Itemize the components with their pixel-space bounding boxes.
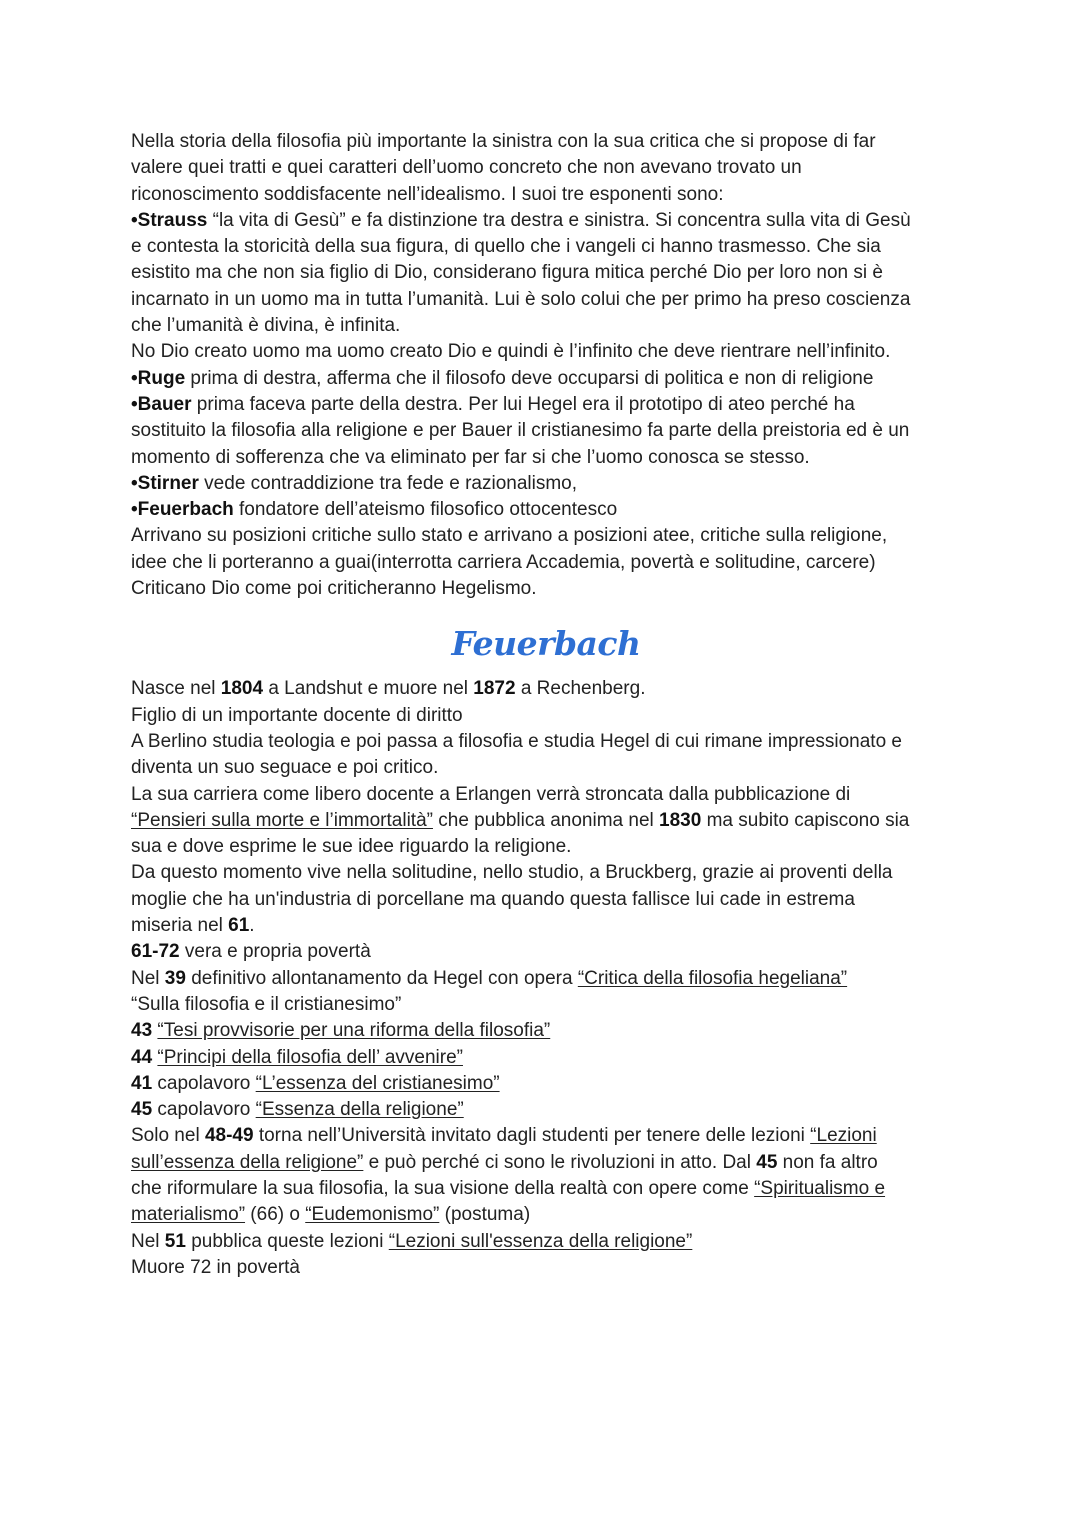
text-run: miseria nel xyxy=(131,915,229,937)
text-line xyxy=(131,1176,961,1202)
text-line xyxy=(131,287,961,313)
bold-term: 1804 xyxy=(220,678,264,700)
text-run: Da questo momento vive nella solitudine, nello studio, a Bruckberg, grazie ai proventi della xyxy=(131,862,893,884)
text-run: che pubblica anonima nel xyxy=(432,809,660,831)
text-run: Nel xyxy=(131,967,165,989)
document-page xyxy=(131,129,961,1281)
bold-term: 61 xyxy=(228,915,250,937)
text-line xyxy=(131,1202,961,1228)
text-run: sua e dove esprime le sue idee riguardo la religione. xyxy=(131,836,572,858)
bold-term: •Strauss xyxy=(131,209,208,231)
bold-term: 43 xyxy=(131,1020,153,1042)
text-run: momento di sofferenza che va eliminato per far si che l’uomo conosca se stesso. xyxy=(131,446,810,468)
text-run: non fa altro xyxy=(777,1151,878,1173)
work-title: “Tesi provvisorie per una riforma della filosofia” xyxy=(157,1020,551,1042)
text-run: capolavoro xyxy=(152,1072,256,1094)
work-title: “Principi della filosofia dell’ avvenire” xyxy=(157,1046,463,1068)
work-title: “Pensieri sulla morte e l’immortalità” xyxy=(131,809,433,831)
text-line xyxy=(131,497,961,523)
text-line xyxy=(131,155,961,181)
text-line xyxy=(131,1255,961,1281)
section-title: Feuerbach xyxy=(451,624,641,664)
work-title: materialismo” xyxy=(131,1204,246,1226)
text-line xyxy=(131,860,961,886)
text-run: riconoscimento soddisfacente nell’idealismo. I suoi tre esponenti sono: xyxy=(131,183,724,205)
bold-term: 45 xyxy=(756,1151,778,1173)
bold-term: •Stirner xyxy=(131,472,199,494)
bold-term: 48-49 xyxy=(204,1125,254,1147)
text-run: valere quei tratti e quei caratteri dell’uomo concreto che non avevano trovato un xyxy=(131,157,802,179)
text-run: a Landshut e muore nel xyxy=(263,678,474,700)
bold-term: 41 xyxy=(131,1072,153,1094)
text-line xyxy=(131,1097,961,1123)
work-title: “Lezioni xyxy=(810,1125,877,1147)
work-title: “Essenza della religione” xyxy=(255,1099,464,1121)
text-run: fondatore dell’ateismo filosofico ottocentesco xyxy=(233,499,618,521)
text-line xyxy=(131,523,961,549)
text-line xyxy=(131,182,961,208)
text-line xyxy=(131,808,961,834)
text-run: e contesta la storicità della sua figura, di quello che i vangeli ci hanno trasmesso. Che sia xyxy=(131,236,881,258)
text-run: “la vita di Gesù” e fa distinzione tra destra e sinistra. Si concentra sulla vita di Gesù xyxy=(207,209,911,231)
text-run: Figlio di un importante docente di diritto xyxy=(131,704,463,726)
bold-term: 44 xyxy=(131,1046,153,1068)
text-run: vede contraddizione tra fede e razionalismo, xyxy=(198,472,578,494)
text-run: Solo nel xyxy=(131,1125,205,1147)
text-line xyxy=(131,1045,961,1071)
bold-term: 1830 xyxy=(659,809,702,831)
text-run: prima di destra, afferma che il filosofo deve occuparsi di politica e non di religione xyxy=(185,367,874,389)
bold-term: 45 xyxy=(131,1099,153,1121)
text-line xyxy=(131,234,961,260)
text-run: ma subito capiscono sia xyxy=(701,809,910,831)
text-run: e può perché ci sono le rivoluzioni in atto. Dal xyxy=(363,1151,757,1173)
text-line xyxy=(131,208,961,234)
intro-paragraph xyxy=(131,129,961,602)
text-run: vera e propria povertà xyxy=(179,941,371,963)
text-run: prima faceva parte della destra. Per lui Hegel era il prototipo di ateo perché ha xyxy=(191,393,855,415)
work-title: “Spiritualismo e xyxy=(754,1177,886,1199)
bold-term: •Feuerbach xyxy=(131,499,234,521)
text-line xyxy=(131,339,961,365)
text-line xyxy=(131,445,961,471)
bold-term: •Bauer xyxy=(131,393,192,415)
work-title: “Eudemonismo” xyxy=(305,1204,440,1226)
text-run: Arrivano su posizioni critiche sullo stato e arrivano a posizioni atee, critiche sulla religione, xyxy=(131,525,888,547)
text-run: Nel xyxy=(131,1230,165,1252)
work-title: “Lezioni sull'essenza della religione” xyxy=(388,1230,693,1252)
text-run: pubblica queste lezioni xyxy=(185,1230,389,1252)
text-line xyxy=(131,992,961,1018)
text-line xyxy=(131,755,961,781)
text-run: esistito ma che non sia figlio di Dio, considerano figura mitica perché Dio per loro non si è xyxy=(131,262,883,284)
text-run: incarnato in un uomo ma in tutta l’umanità. Lui è solo colui che per primo ha preso coscienza xyxy=(131,288,911,310)
text-line xyxy=(131,966,961,992)
text-line xyxy=(131,887,961,913)
work-title: “Critica della filosofia hegeliana” xyxy=(577,967,848,989)
work-title: sull’essenza della religione” xyxy=(131,1151,364,1173)
bold-term: 1872 xyxy=(473,678,516,700)
text-run: Criticano Dio come poi criticheranno Hegelismo. xyxy=(131,578,537,600)
text-run: La sua carriera come libero docente a Erlangen verrà stroncata dalla pubblicazione di xyxy=(131,783,851,805)
text-line xyxy=(131,313,961,339)
text-line xyxy=(131,1018,961,1044)
text-run: che riformulare la sua filosofia, la sua visione della realtà con opere come xyxy=(131,1177,755,1199)
text-line xyxy=(131,260,961,286)
text-run: “Sulla filosofia e il cristianesimo” xyxy=(131,993,402,1015)
text-run: A Berlino studia teologia e poi passa a filosofia e studia Hegel di cui rimane impressionato e xyxy=(131,730,903,752)
text-run: Muore 72 in povertà xyxy=(131,1256,300,1278)
text-line xyxy=(131,913,961,939)
text-line xyxy=(131,1071,961,1097)
text-run: moglie che ha un'industria di porcellane ma quando questa fallisce lui cade in estrema xyxy=(131,888,855,910)
bold-term: 39 xyxy=(164,967,186,989)
work-title: “L’essenza del cristianesimo” xyxy=(255,1072,500,1094)
text-line xyxy=(131,729,961,755)
text-run: a Rechenberg. xyxy=(515,678,646,700)
text-run: No Dio creato uomo ma uomo creato Dio e quindi è l’infinito che deve rientrare nell’infinito. xyxy=(131,341,891,363)
text-run: definitivo allontanamento da Hegel con opera xyxy=(185,967,578,989)
bold-term: •Ruge xyxy=(131,367,186,389)
text-line xyxy=(131,1150,961,1176)
text-run: (postuma) xyxy=(439,1204,531,1226)
bold-term: 51 xyxy=(164,1230,186,1252)
text-line xyxy=(131,939,961,965)
text-line xyxy=(131,392,961,418)
text-run: sostituito la filosofia alla religione e per Bauer il cristianesimo fa parte della preistoria ed è un xyxy=(131,420,910,442)
biography-paragraph xyxy=(131,676,961,1281)
text-line xyxy=(131,1229,961,1255)
text-run: Nasce nel xyxy=(131,678,221,700)
text-line xyxy=(131,576,961,602)
text-line xyxy=(131,703,961,729)
text-line xyxy=(131,782,961,808)
text-run: che l’umanità è divina, è infinita. xyxy=(131,315,401,337)
text-line xyxy=(131,676,961,702)
text-line xyxy=(131,834,961,860)
text-line xyxy=(131,471,961,497)
text-line xyxy=(131,129,961,155)
text-run: . xyxy=(249,915,255,937)
text-run: idee che li porteranno a guai(interrotta carriera Accademia, povertà e solitudine, carcere) xyxy=(131,551,876,573)
text-run: Nella storia della filosofia più importante la sinistra con la sua critica che si propose di far xyxy=(131,131,876,152)
text-run: torna nell’Università invitato dagli studenti per tenere delle lezioni xyxy=(253,1125,811,1147)
bold-term: 61-72 xyxy=(131,941,180,963)
text-line xyxy=(131,550,961,576)
text-line xyxy=(131,418,961,444)
text-run: diventa un suo seguace e poi critico. xyxy=(131,757,439,779)
text-line xyxy=(131,366,961,392)
text-line xyxy=(131,1123,961,1149)
text-run: (66) o xyxy=(245,1204,306,1226)
text-run: capolavoro xyxy=(152,1099,256,1121)
